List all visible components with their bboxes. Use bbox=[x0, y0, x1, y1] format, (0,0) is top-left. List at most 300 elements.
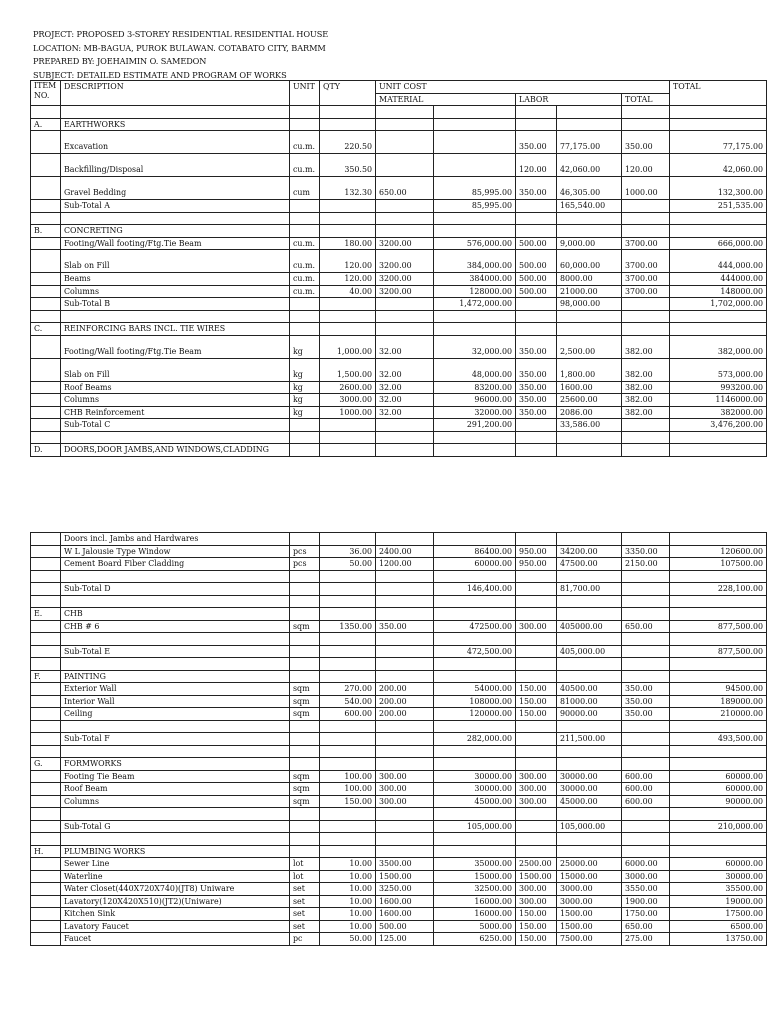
table-cell: 2150.00 bbox=[622, 558, 670, 571]
spacer-row bbox=[31, 745, 767, 758]
table-cell: 32,000.00 bbox=[434, 335, 516, 358]
table-cell: 666,000.00 bbox=[670, 237, 767, 250]
table-cell: kg bbox=[290, 335, 320, 358]
table-cell: 291,200.00 bbox=[434, 419, 516, 432]
location-line: LOCATION: MB-BAGUA, PUROK BULAWAN. COTABATO CITY, BARMM bbox=[33, 42, 326, 53]
table-cell bbox=[320, 808, 376, 821]
table-cell: kg bbox=[290, 358, 320, 381]
table-cell bbox=[434, 154, 516, 177]
table-row bbox=[31, 795, 767, 808]
table-cell: 1900.00 bbox=[622, 895, 670, 908]
table-cell bbox=[434, 310, 516, 323]
table-cell: 1500.00 bbox=[557, 920, 622, 933]
table-cell bbox=[434, 118, 516, 131]
table-cell bbox=[670, 833, 767, 846]
col-labor: LABOR bbox=[516, 93, 622, 106]
table-cell: E. bbox=[31, 608, 61, 621]
table-cell: 600.00 bbox=[622, 795, 670, 808]
table-cell bbox=[434, 595, 516, 608]
table-cell: kg bbox=[290, 406, 320, 419]
table-cell: 83200.00 bbox=[434, 381, 516, 394]
table-cell bbox=[320, 633, 376, 646]
table-cell bbox=[622, 820, 670, 833]
col-unit-cost: UNIT COST bbox=[376, 81, 670, 94]
section-row bbox=[31, 444, 767, 457]
spacer-row bbox=[31, 720, 767, 733]
table-cell: pc bbox=[290, 933, 320, 946]
col-qty: QTY bbox=[320, 81, 376, 106]
table-cell: 472500.00 bbox=[434, 620, 516, 633]
table-cell: 350.00 bbox=[516, 335, 557, 358]
table-header-row bbox=[31, 81, 767, 94]
table-cell bbox=[622, 645, 670, 658]
table-row bbox=[31, 558, 767, 571]
table-cell: Footing Tie Beam bbox=[61, 770, 290, 783]
table-cell: 10.00 bbox=[320, 870, 376, 883]
table-cell: 32.00 bbox=[376, 394, 434, 407]
table-cell: 350.50 bbox=[320, 154, 376, 177]
table-cell: 382.00 bbox=[622, 358, 670, 381]
table-cell: 189000.00 bbox=[670, 695, 767, 708]
spacer-row bbox=[31, 310, 767, 323]
table-cell bbox=[670, 310, 767, 323]
table-cell: 50.00 bbox=[320, 558, 376, 571]
table-cell: Footing/Wall footing/Ftg.Tie Beam bbox=[61, 335, 290, 358]
table-cell bbox=[320, 595, 376, 608]
table-cell: 1,800.00 bbox=[557, 358, 622, 381]
table-cell bbox=[31, 633, 61, 646]
table-cell bbox=[31, 570, 61, 583]
table-cell: 3,476,200.00 bbox=[670, 419, 767, 432]
table-cell: 128000.00 bbox=[434, 285, 516, 298]
table-cell bbox=[622, 533, 670, 546]
table-cell: 1,500.00 bbox=[320, 358, 376, 381]
table-cell bbox=[290, 298, 320, 311]
table-cell bbox=[622, 845, 670, 858]
table-cell: 30000.00 bbox=[557, 783, 622, 796]
table-cell: 251,535.00 bbox=[670, 200, 767, 213]
table-cell bbox=[622, 808, 670, 821]
table-cell bbox=[31, 381, 61, 394]
table-cell bbox=[622, 720, 670, 733]
table-row bbox=[31, 858, 767, 871]
table-cell: 150.00 bbox=[516, 683, 557, 696]
table-cell: 60,000.00 bbox=[557, 250, 622, 273]
table-cell bbox=[376, 808, 434, 821]
table-cell: set bbox=[290, 908, 320, 921]
table-cell: 125.00 bbox=[376, 933, 434, 946]
table-cell: CHB # 6 bbox=[61, 620, 290, 633]
table-cell: 350.00 bbox=[376, 620, 434, 633]
table-cell: 32.00 bbox=[376, 406, 434, 419]
table-cell bbox=[516, 758, 557, 771]
table-cell bbox=[31, 683, 61, 696]
table-cell bbox=[290, 583, 320, 596]
subtotal-row bbox=[31, 200, 767, 213]
col-unit: UNIT bbox=[290, 81, 320, 106]
table-row bbox=[31, 250, 767, 273]
table-row bbox=[31, 131, 767, 154]
table-cell: Sub-Total F bbox=[61, 733, 290, 746]
table-cell bbox=[320, 720, 376, 733]
table-cell bbox=[434, 533, 516, 546]
table-cell bbox=[434, 570, 516, 583]
table-cell bbox=[670, 758, 767, 771]
table-cell: 3550.00 bbox=[622, 883, 670, 896]
table-cell bbox=[557, 225, 622, 238]
table-cell: lot bbox=[290, 858, 320, 871]
table-cell: 1500.00 bbox=[557, 908, 622, 921]
table-cell: set bbox=[290, 895, 320, 908]
table-cell: cum bbox=[290, 177, 320, 200]
table-cell bbox=[31, 545, 61, 558]
table-cell bbox=[622, 733, 670, 746]
table-cell: 32.00 bbox=[376, 335, 434, 358]
table-cell: 350.00 bbox=[622, 683, 670, 696]
table-cell bbox=[670, 608, 767, 621]
table-cell bbox=[290, 845, 320, 858]
table-cell bbox=[434, 106, 516, 119]
table-cell bbox=[376, 670, 434, 683]
table-cell: 100.00 bbox=[320, 783, 376, 796]
table-cell: Gravel Bedding bbox=[61, 177, 290, 200]
table-body-bottom bbox=[31, 533, 767, 946]
table-cell bbox=[670, 720, 767, 733]
table-cell: 3000.00 bbox=[622, 870, 670, 883]
table-cell: 107500.00 bbox=[670, 558, 767, 571]
table-cell: 54000.00 bbox=[434, 683, 516, 696]
table-cell: 81000.00 bbox=[557, 695, 622, 708]
table-cell: Columns bbox=[61, 795, 290, 808]
table-cell bbox=[61, 633, 290, 646]
table-cell bbox=[622, 833, 670, 846]
table-cell: sqm bbox=[290, 795, 320, 808]
table-cell bbox=[31, 237, 61, 250]
table-cell bbox=[670, 533, 767, 546]
table-cell bbox=[320, 118, 376, 131]
table-cell bbox=[290, 570, 320, 583]
table-cell: C. bbox=[31, 323, 61, 336]
table-cell: 2400.00 bbox=[376, 545, 434, 558]
table-cell bbox=[376, 310, 434, 323]
table-cell: 3200.00 bbox=[376, 285, 434, 298]
table-cell bbox=[31, 431, 61, 444]
table-cell bbox=[290, 212, 320, 225]
table-cell bbox=[557, 118, 622, 131]
table-cell bbox=[61, 570, 290, 583]
table-cell bbox=[622, 444, 670, 457]
table-row bbox=[31, 620, 767, 633]
table-row bbox=[31, 381, 767, 394]
prepared-by-line: PREPARED BY: JOEHAIMIN O. SAMEDON bbox=[33, 56, 207, 66]
spacer-row bbox=[31, 106, 767, 119]
col-total: TOTAL bbox=[622, 93, 670, 106]
table-cell: Backfilling/Disposal bbox=[61, 154, 290, 177]
table-cell bbox=[376, 200, 434, 213]
table-cell: Roof Beam bbox=[61, 783, 290, 796]
table-cell bbox=[61, 720, 290, 733]
table-cell: 3200.00 bbox=[376, 250, 434, 273]
table-cell bbox=[376, 833, 434, 846]
table-cell: 10.00 bbox=[320, 895, 376, 908]
table-cell: 405000.00 bbox=[557, 620, 622, 633]
table-cell: 228,100.00 bbox=[670, 583, 767, 596]
table-cell bbox=[516, 670, 557, 683]
table-cell bbox=[31, 933, 61, 946]
table-cell bbox=[31, 583, 61, 596]
section-row bbox=[31, 118, 767, 131]
table-cell bbox=[320, 820, 376, 833]
table-cell: 42,060.00 bbox=[670, 154, 767, 177]
table-cell bbox=[376, 758, 434, 771]
table-cell bbox=[516, 745, 557, 758]
table-cell: 120.00 bbox=[320, 250, 376, 273]
table-cell bbox=[434, 431, 516, 444]
table-cell bbox=[516, 845, 557, 858]
table-cell: 472,500.00 bbox=[434, 645, 516, 658]
table-cell: Sewer Line bbox=[61, 858, 290, 871]
table-cell: cu.m. bbox=[290, 250, 320, 273]
table-cell: 576,000.00 bbox=[434, 237, 516, 250]
table-cell: REINFORCING BARS INCL. TIE WIRES bbox=[61, 323, 290, 336]
table-cell: 1500.00 bbox=[376, 870, 434, 883]
table-cell bbox=[31, 154, 61, 177]
table-cell: 150.00 bbox=[516, 908, 557, 921]
table-row bbox=[31, 394, 767, 407]
table-cell: 30000.00 bbox=[670, 870, 767, 883]
table-cell bbox=[320, 645, 376, 658]
table-cell bbox=[320, 323, 376, 336]
table-row bbox=[31, 695, 767, 708]
table-cell: Footing/Wall footing/Ftg.Tie Beam bbox=[61, 237, 290, 250]
table-cell: 300.00 bbox=[516, 783, 557, 796]
table-cell: 120.00 bbox=[622, 154, 670, 177]
table-cell: 500.00 bbox=[516, 250, 557, 273]
table-cell: 2,500.00 bbox=[557, 335, 622, 358]
table-cell bbox=[320, 670, 376, 683]
table-cell bbox=[31, 310, 61, 323]
table-cell bbox=[31, 533, 61, 546]
table-cell: cu.m. bbox=[290, 131, 320, 154]
table-cell: pcs bbox=[290, 545, 320, 558]
table-cell: 382.00 bbox=[622, 406, 670, 419]
table-cell: 350.00 bbox=[622, 708, 670, 721]
table-cell: 132,300.00 bbox=[670, 177, 767, 200]
table-cell bbox=[434, 608, 516, 621]
table-row bbox=[31, 895, 767, 908]
subject-line: SUBJECT: DETAILED ESTIMATE AND PROGRAM OF WORKS bbox=[33, 69, 287, 80]
table-cell: 210000.00 bbox=[670, 708, 767, 721]
table-cell bbox=[516, 720, 557, 733]
table-cell bbox=[376, 419, 434, 432]
table-cell bbox=[516, 570, 557, 583]
table-cell: 1,702,000.00 bbox=[670, 298, 767, 311]
table-cell: 40.00 bbox=[320, 285, 376, 298]
table-cell: 146,400.00 bbox=[434, 583, 516, 596]
table-cell: 1500.00 bbox=[516, 870, 557, 883]
table-cell: 1,000.00 bbox=[320, 335, 376, 358]
table-cell: 150.00 bbox=[516, 708, 557, 721]
table-cell bbox=[61, 595, 290, 608]
table-cell bbox=[557, 323, 622, 336]
table-cell bbox=[557, 444, 622, 457]
table-cell bbox=[31, 745, 61, 758]
table-cell: Waterline bbox=[61, 870, 290, 883]
table-cell bbox=[320, 225, 376, 238]
table-cell: 6000.00 bbox=[622, 858, 670, 871]
table-cell: A. bbox=[31, 118, 61, 131]
table-cell: 382,000.00 bbox=[670, 335, 767, 358]
table-cell bbox=[376, 608, 434, 621]
table-cell: 33,586.00 bbox=[557, 419, 622, 432]
table-cell: 211,500.00 bbox=[557, 733, 622, 746]
table-cell bbox=[434, 225, 516, 238]
table-cell bbox=[557, 808, 622, 821]
table-cell bbox=[320, 733, 376, 746]
table-cell: Kitchen Sink bbox=[61, 908, 290, 921]
col-grand-total: TOTAL bbox=[670, 81, 767, 106]
section-row bbox=[31, 608, 767, 621]
table-cell bbox=[320, 212, 376, 225]
table-cell bbox=[31, 595, 61, 608]
table-cell bbox=[320, 658, 376, 671]
table-cell: set bbox=[290, 883, 320, 896]
table-cell: 34200.00 bbox=[557, 545, 622, 558]
table-cell bbox=[670, 323, 767, 336]
table-cell bbox=[434, 131, 516, 154]
table-cell bbox=[31, 708, 61, 721]
table-cell bbox=[290, 444, 320, 457]
table-cell: 30000.00 bbox=[434, 770, 516, 783]
table-cell bbox=[376, 595, 434, 608]
table-cell bbox=[376, 118, 434, 131]
table-cell bbox=[376, 733, 434, 746]
table-cell bbox=[31, 406, 61, 419]
table-cell bbox=[622, 583, 670, 596]
table-cell bbox=[290, 419, 320, 432]
table-cell bbox=[31, 250, 61, 273]
table-cell: 300.00 bbox=[516, 620, 557, 633]
table-cell bbox=[31, 920, 61, 933]
table-cell: 77,175.00 bbox=[557, 131, 622, 154]
table-cell: 13750.00 bbox=[670, 933, 767, 946]
table-cell: H. bbox=[31, 845, 61, 858]
table-cell bbox=[320, 106, 376, 119]
table-cell: 350.00 bbox=[516, 394, 557, 407]
subtotal-row bbox=[31, 645, 767, 658]
table-cell bbox=[516, 323, 557, 336]
table-row bbox=[31, 533, 767, 546]
table-cell bbox=[516, 658, 557, 671]
table-cell: Excavation bbox=[61, 131, 290, 154]
table-cell bbox=[376, 845, 434, 858]
table-cell: 25600.00 bbox=[557, 394, 622, 407]
table-cell bbox=[622, 323, 670, 336]
project-line: PROJECT: PROPOSED 3-STOREY RESIDENTIAL RESIDENTIAL HOUSE bbox=[33, 29, 329, 39]
table-cell: 6500.00 bbox=[670, 920, 767, 933]
table-cell: 384,000.00 bbox=[434, 250, 516, 273]
table-cell: 350.00 bbox=[516, 358, 557, 381]
table-cell bbox=[516, 298, 557, 311]
table-cell: 382.00 bbox=[622, 335, 670, 358]
table-cell bbox=[31, 783, 61, 796]
table-cell bbox=[290, 833, 320, 846]
table-cell bbox=[31, 177, 61, 200]
table-cell bbox=[516, 212, 557, 225]
table-cell: 200.00 bbox=[376, 683, 434, 696]
table-cell bbox=[434, 758, 516, 771]
table-cell: W L Jalousie Type Window bbox=[61, 545, 290, 558]
table-cell: 15000.00 bbox=[557, 870, 622, 883]
table-cell bbox=[670, 431, 767, 444]
table-cell: 60000.00 bbox=[670, 858, 767, 871]
table-cell bbox=[31, 212, 61, 225]
table-cell bbox=[622, 595, 670, 608]
table-cell: 96000.00 bbox=[434, 394, 516, 407]
spacer-row bbox=[31, 570, 767, 583]
table-cell bbox=[31, 558, 61, 571]
table-cell: 150.00 bbox=[516, 920, 557, 933]
table-cell bbox=[290, 658, 320, 671]
table-row bbox=[31, 883, 767, 896]
table-cell bbox=[320, 608, 376, 621]
table-cell: 40500.00 bbox=[557, 683, 622, 696]
table-cell bbox=[670, 118, 767, 131]
table-cell: 120000.00 bbox=[434, 708, 516, 721]
table-cell: 1000.00 bbox=[622, 177, 670, 200]
table-cell: Sub-Total G bbox=[61, 820, 290, 833]
table-cell bbox=[376, 225, 434, 238]
table-cell: 275.00 bbox=[622, 933, 670, 946]
spacer-row bbox=[31, 431, 767, 444]
table-row bbox=[31, 783, 767, 796]
table-cell: 3000.00 bbox=[557, 883, 622, 896]
table-cell bbox=[622, 310, 670, 323]
col-material: MATERIAL bbox=[376, 93, 516, 106]
table-cell bbox=[31, 895, 61, 908]
table-cell: 1600.00 bbox=[376, 895, 434, 908]
table-cell: Doors incl. Jambs and Hardwares bbox=[61, 533, 290, 546]
table-cell: Sub-Total B bbox=[61, 298, 290, 311]
table-cell bbox=[376, 633, 434, 646]
table-cell: 42,060.00 bbox=[557, 154, 622, 177]
table-cell: 132.30 bbox=[320, 177, 376, 200]
table-cell bbox=[31, 106, 61, 119]
table-cell bbox=[31, 883, 61, 896]
table-cell: kg bbox=[290, 394, 320, 407]
table-cell bbox=[320, 833, 376, 846]
table-cell: 1350.00 bbox=[320, 620, 376, 633]
table-cell bbox=[434, 845, 516, 858]
table-cell: 47500.00 bbox=[557, 558, 622, 571]
table-cell: 1200.00 bbox=[376, 558, 434, 571]
section-row bbox=[31, 670, 767, 683]
table-cell: Columns bbox=[61, 285, 290, 298]
table-cell bbox=[670, 106, 767, 119]
table-cell bbox=[670, 595, 767, 608]
table-cell bbox=[376, 131, 434, 154]
table-cell: 45000.00 bbox=[557, 795, 622, 808]
table-cell: 60000.00 bbox=[670, 770, 767, 783]
table-cell bbox=[320, 444, 376, 457]
table-cell: 300.00 bbox=[376, 783, 434, 796]
table-cell: 1146000.00 bbox=[670, 394, 767, 407]
table-cell: 98,000.00 bbox=[557, 298, 622, 311]
table-cell bbox=[61, 833, 290, 846]
table-cell: Lavatory Faucet bbox=[61, 920, 290, 933]
table-cell bbox=[31, 808, 61, 821]
table-cell bbox=[31, 645, 61, 658]
